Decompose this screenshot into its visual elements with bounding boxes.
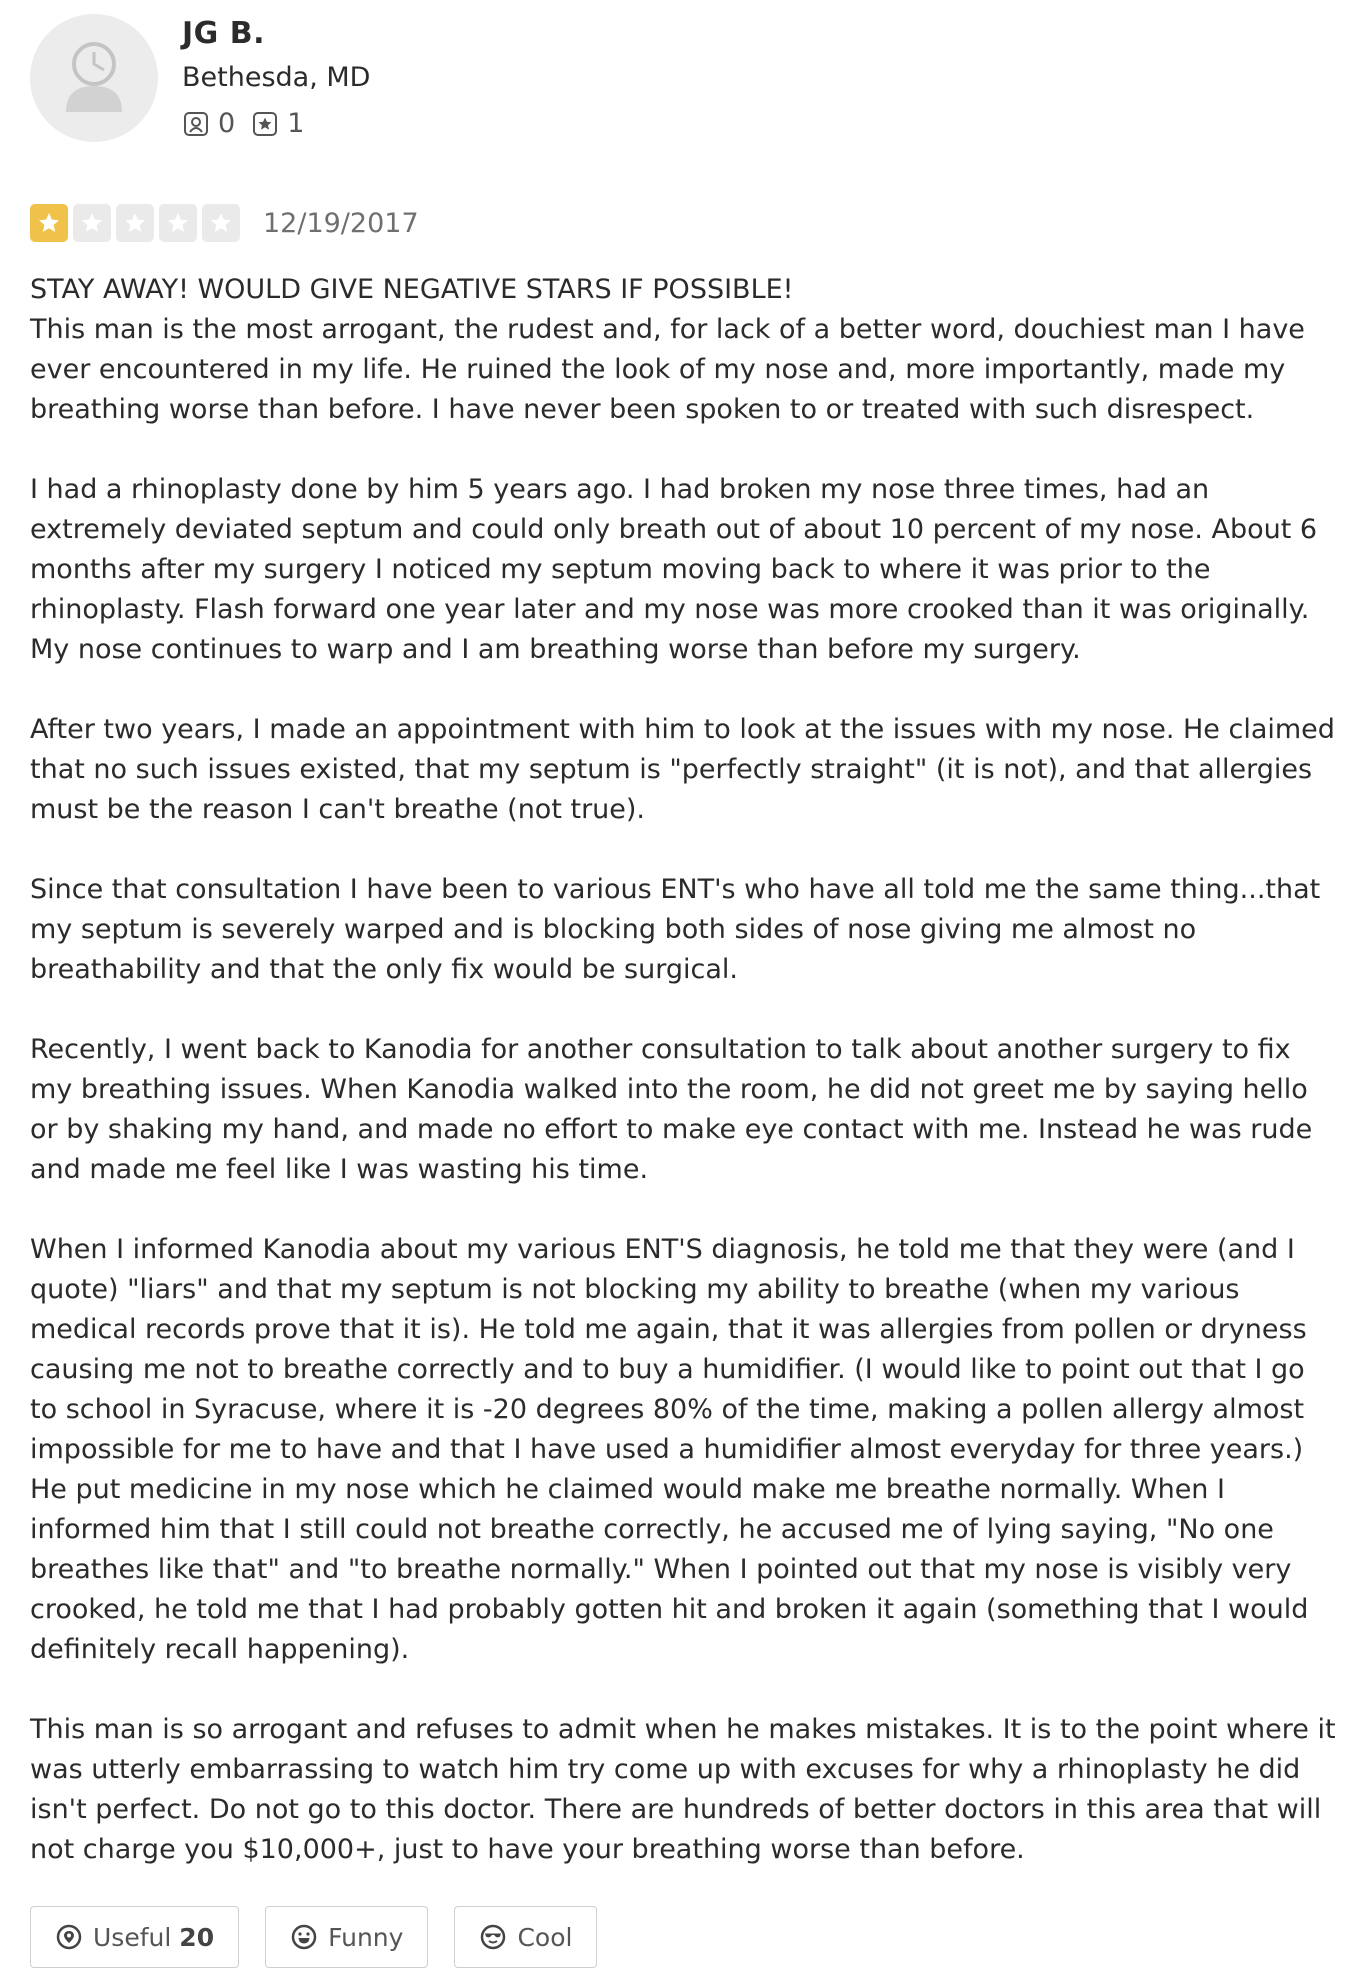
review-body	[30, 270, 1340, 1870]
review-paragraph: Recently, I went back to Kanodia for another consultation to talk about another surgery to fix my breathing issues. When Kanodia walked into the room, he did not greet me by saying hello or by shaking my hand, and made no effort to make eye contact with me. Instead he was rude and made me feel like I was wasting his time.	[30, 1034, 1313, 1185]
star-empty	[159, 204, 197, 242]
friends-stat	[182, 108, 235, 140]
review-star-icon	[251, 110, 279, 138]
useful-label: Useful	[93, 1922, 172, 1952]
star-empty	[73, 204, 111, 242]
star-icon	[37, 211, 61, 235]
default-avatar-icon	[30, 14, 158, 142]
reviews-stat	[251, 108, 304, 140]
rating-row	[30, 202, 1350, 244]
review-paragraph: When I informed Kanodia about my various ENT'S diagnosis, he told me that they were (and I quote) "liars" and that my septum is not blocking my ability to breathe (when my various medical records prove that it is). He told me again, that it was allergies from pollen or dryness causing me not to breathe correctly and to buy a humidifier. (I would like to point out that I go to school in Syracuse, where it is -20 degrees 80% of the time, making a pollen allergy almost impossible for me to have and that I have used a humidifier almost everyday for three years.) He put medicine in my nose which he claimed would make me breathe normally. When I informed him that I still could not breathe correctly, he accused me of lying saying, "No one breathes like that" and "to breathe normally." When I pointed out that my nose is visibly very crooked, he told me that I had probably gotten hit and broken it again (something that I would definitely recall happening).	[30, 1234, 1309, 1665]
cool-button[interactable]	[454, 1906, 597, 1968]
review-paragraph: Since that consultation I have been to various ENT's who have all told me the same thing...that my septum is severely warped and is blocking both sides of nose giving me almost no breathability and that the only fix would be surgical.	[30, 874, 1321, 985]
star-rating	[30, 204, 245, 242]
avatar[interactable]	[30, 14, 158, 142]
star-empty	[116, 204, 154, 242]
friends-icon	[182, 110, 210, 138]
funny-label: Funny	[328, 1922, 404, 1952]
user-name[interactable]: JG B.	[182, 16, 265, 51]
review-card	[30, 14, 1350, 1968]
review-paragraph: This man is so arrogant and refuses to admit when he makes mistakes. It is to the point where it was utterly embarrassing to watch him try come up with excuses for why a rhinoplasty he did isn't perfect. Do not go to this doctor. There are hundreds of better doctors in this area that will not charge you $10,000+, just to have your breathing worse than before.	[30, 1714, 1336, 1865]
funny-icon	[290, 1923, 318, 1951]
reviews-count: 1	[287, 108, 305, 139]
star-icon	[123, 211, 147, 235]
star-icon	[209, 211, 233, 235]
funny-button[interactable]	[265, 1906, 428, 1968]
cool-icon	[479, 1923, 507, 1951]
useful-button[interactable]	[30, 1906, 239, 1968]
review-date: 12/19/2017	[263, 207, 419, 239]
user-stats	[182, 108, 370, 140]
reaction-buttons	[30, 1906, 1350, 1968]
star-empty	[202, 204, 240, 242]
review-paragraph: STAY AWAY! WOULD GIVE NEGATIVE STARS IF POSSIBLE! This man is the most arrogant, the rudest and, for lack of a better word, douchiest man I have ever encountered in my life. He ruined the look of my nose and, more importantly, made my breathing worse than before. I have never been spoken to or treated with such disrespect.	[30, 274, 1305, 425]
review-paragraph: I had a rhinoplasty done by him 5 years ago. I had broken my nose three times, had an extremely deviated septum and could only breath out of about 10 percent of my nose. About 6 months after my surgery I noticed my septum moving back to where it was prior to the rhinoplasty. Flash forward one year later and my nose was more crooked than it was originally. My nose continues to warp and I am breathing worse than before my surgery.	[30, 474, 1318, 665]
useful-icon	[55, 1923, 83, 1951]
star-icon	[80, 211, 104, 235]
star-filled	[30, 204, 68, 242]
friends-count: 0	[218, 108, 236, 139]
user-location: Bethesda, MD	[182, 62, 371, 93]
user-info	[182, 14, 370, 140]
star-icon	[166, 211, 190, 235]
review-paragraph: After two years, I made an appointment with him to look at the issues with my nose. He claimed that no such issues existed, that my septum is "perfectly straight" (it is not), and that allergies must be the reason I can't breathe (not true).	[30, 714, 1335, 825]
useful-count: 20	[179, 1922, 215, 1952]
cool-label: Cool	[517, 1922, 573, 1952]
user-header	[30, 14, 1350, 164]
